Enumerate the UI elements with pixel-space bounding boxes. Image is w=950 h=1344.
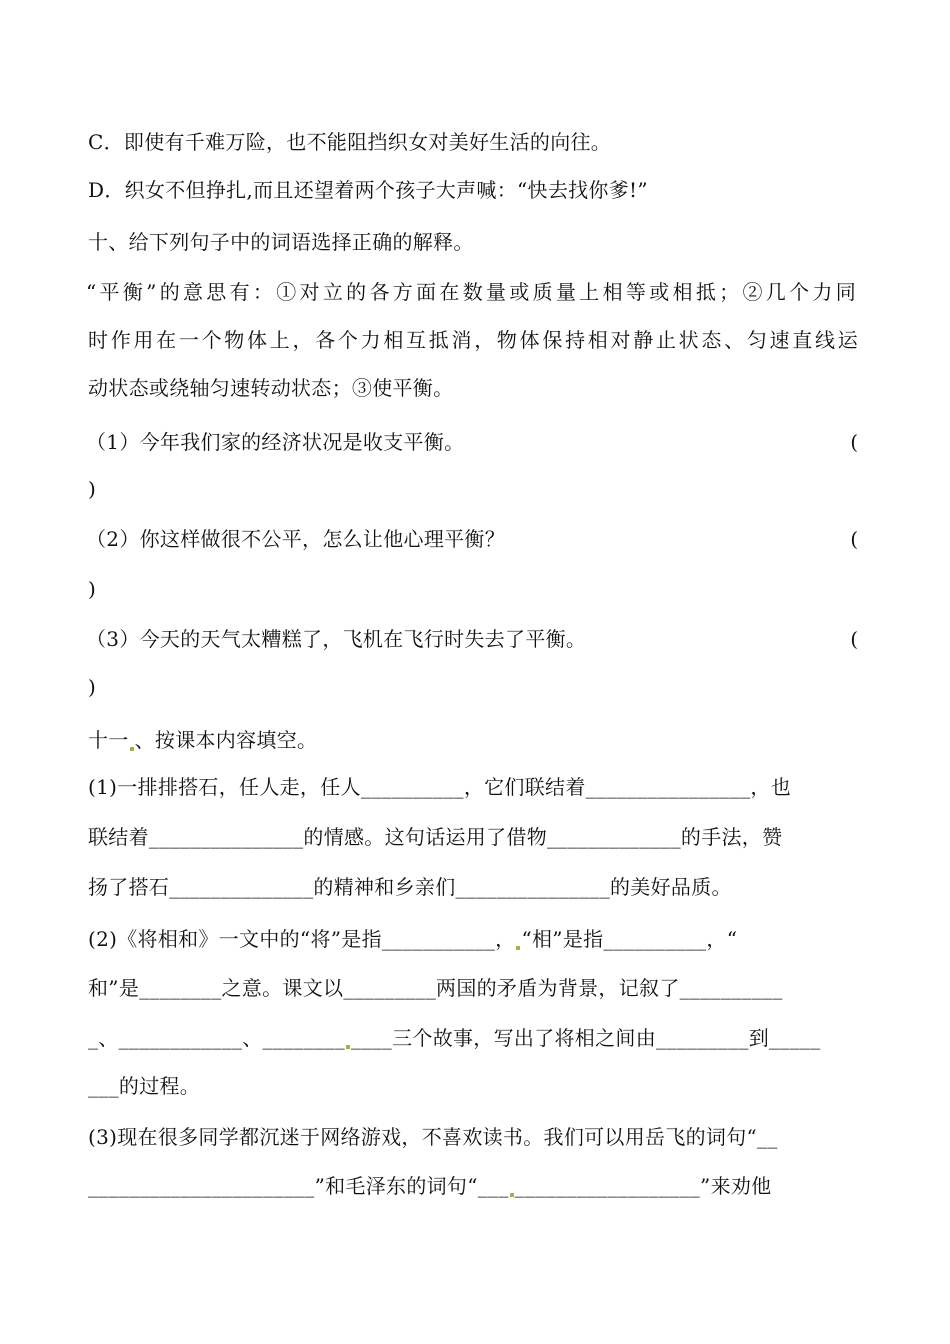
mark-dot: [516, 946, 520, 950]
fill-q1-line-1: (1)一排排搭石，任人走，任人__________，它们联结着________________，也: [88, 775, 792, 799]
mark-dot: [346, 1045, 350, 1049]
answer-paren-open-3: (: [850, 627, 858, 651]
section-10-title: 十、给下列句子中的词语选择正确的解释。: [88, 230, 474, 254]
question-item-1: （1）今年我们家的经济状况是收支平衡。: [86, 430, 465, 454]
option-d: D．织女不但挣扎,而且还望着两个孩子大声喊：“快去找你爹!”: [88, 178, 648, 202]
answer-paren-open-2: (: [850, 527, 858, 551]
section-11-title: 十一 、按课本内容填空。: [88, 728, 318, 752]
answer-paren-close-2: ): [88, 577, 97, 601]
question-item-3: （3）今天的天气太糟糕了，飞机在飞行时失去了平衡。: [86, 627, 587, 651]
fill-q2-line-4: ___的过程。: [88, 1074, 201, 1098]
fill-q2-line-3: _、____________、________ ____三个故事，写出了将相之间由_________到_____: [88, 1026, 821, 1050]
fill-q1-line-2: 联结着_______________的情感。这句话运用了借物_____________的手法，赞: [88, 825, 783, 849]
definition-line-2: 时作用在一个物体上，各个力相互抵消，物体保持相对静止状态、匀速直线运: [88, 328, 858, 352]
question-item-2: （2）你这样做很不公平，怎么让他心理平衡？: [86, 527, 506, 551]
fill-q1-line-3: 扬了搭石______________的精神和乡亲们_______________的美好品质。: [88, 875, 732, 899]
option-c: C．即使有千难万险，也不能阻挡织女对美好生活的向往。: [88, 130, 612, 154]
fill-q2-line-1: (2)《将相和》一文中的“将”是指___________， “相”是指__________，“: [88, 927, 738, 951]
definition-line-3: 动状态或绕轴匀速转动状态；③使平衡。: [88, 376, 454, 400]
fill-q2-line-2: 和”是________之意。课文以_________两国的矛盾为背景，记叙了__________: [88, 976, 783, 1000]
mark-dot: [510, 1193, 514, 1197]
fill-q3-line-1: (3)现在很多同学都沉迷于网络游戏，不喜欢读书。我们可以用岳飞的词句“__: [88, 1125, 778, 1149]
mark-dot: [130, 747, 134, 751]
answer-paren-close-3: ): [88, 675, 97, 699]
answer-paren-close-1: ): [88, 477, 97, 501]
definition-line-1: “平衡”的意思有：①对立的各方面在数量或质量上相等或相抵；②几个力同: [86, 280, 856, 304]
answer-paren-open-1: (: [850, 430, 858, 454]
fill-q3-line-2: ______________________”和毛泽东的词句“___ __________________”来劝他: [88, 1174, 772, 1198]
